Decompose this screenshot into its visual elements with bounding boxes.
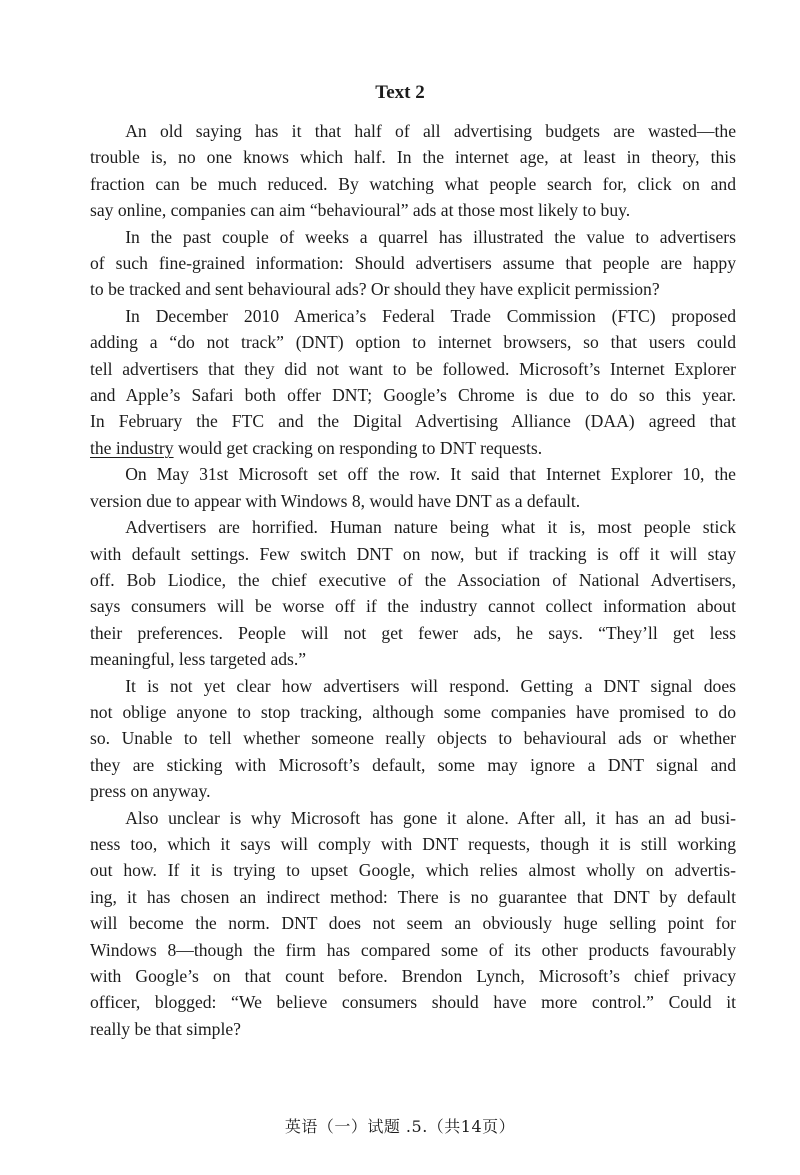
paragraph-line: not oblige anyone to stop tracking, although some companies have promised to do [90,701,736,722]
passage-body [90,118,736,1042]
paragraph-line: Windows 8—though the firm has compared some of its other products favourably [90,939,736,960]
paragraph-3 [90,303,736,461]
paragraph-line: will become the norm. DNT does not seem an obviously huge selling point for [90,913,736,934]
paragraph-line: their preferences. People will not get fewer ads, he says. “They’ll get less [90,622,736,643]
paragraph-line: off. Bob Liodice, the chief executive of the Association of National Advertisers, [90,569,736,590]
paragraph-line: say online, companies can aim “behavioural” ads at those most likely to buy. [90,200,631,221]
paragraph-line: trouble is, no one knows which half. In the internet age, at least in theory, this [90,147,736,168]
paragraph-line: with default settings. Few switch DNT on now, but if tracking is off it will stay [90,543,736,564]
paragraph-line: version due to appear with Windows 8, would have DNT as a default. [90,490,581,511]
paragraph-line: In December 2010 America’s Federal Trade Commission (FTC) proposed [125,305,736,326]
paragraph-line: In the past couple of weeks a quarrel has illustrated the value to advertisers [125,226,736,247]
page-footer: 英语（一）试题 .5.（共14页） [284,1117,516,1136]
paragraph-1 [90,118,736,224]
paragraph-line: of such fine-grained information: Should advertisers assume that people are happy [90,253,736,274]
paragraph-line: with Google’s on that count before. Brendon Lynch, Microsoft’s chief privacy [90,966,736,986]
paragraph-6 [90,673,736,805]
paragraph-line: Advertisers are horrified. Human nature being what it is, most people stick [125,517,736,538]
paragraph-line: they are sticking with Microsoft’s default, some may ignore a DNT signal and [90,754,736,775]
paragraph-line: officer, blogged: “We believe consumers should have more control.” Could it [90,992,736,1013]
paragraph-7 [90,805,736,1043]
paragraph-line: meaningful, less targeted ads.” [90,649,307,670]
paragraph-2 [90,224,736,303]
paragraph-line: Also unclear is why Microsoft has gone it alone. After all, it has an ad busi- [125,807,736,828]
paragraph-line: really be that simple? [90,1018,241,1039]
paragraph-line: out how. If it is trying to upset Google, which relies almost wholly on advertis- [90,860,736,881]
underlined-phrase: the industry [90,437,174,458]
paragraph-line: says consumers will be worse off if the industry cannot collect information about [90,596,736,617]
paragraph-line: An old saying has it that half of all advertising budgets are wasted—the [125,121,736,141]
paragraph-line: to be tracked and sent behavioural ads? Or should they have explicit permission? [90,279,660,300]
paragraph-5 [90,514,736,672]
paragraph-line: ness too, which it says will comply with DNT requests, though it is still working [90,833,736,854]
paragraph-line: the industry would get cracking on responding to DNT requests. [90,437,543,458]
paragraph-line: adding a “do not track” (DNT) option to internet browsers, so that users could [90,332,736,353]
text-title: Text 2 [375,82,425,103]
paragraph-line: tell advertisers that they did not want to be followed. Microsoft’s Internet Explorer [90,358,736,379]
paragraph-line: fraction can be much reduced. By watching what people search for, click on and [90,173,736,194]
paragraph-line: press on anyway. [90,781,211,802]
paragraph-line: In February the FTC and the Digital Advertising Alliance (DAA) agreed that [90,411,736,432]
paragraph-line: so. Unable to tell whether someone really objects to behavioural ads or whether [90,728,736,749]
paragraph-line: It is not yet clear how advertisers will respond. Getting a DNT signal does [125,675,736,696]
paragraph-4 [90,461,736,514]
paragraph-line: and Apple’s Safari both offer DNT; Google’s Chrome is due to do so this year. [90,385,736,406]
paragraph-line: On May 31st Microsoft set off the row. It said that Internet Explorer 10, the [125,464,736,485]
paragraph-line: ing, it has chosen an indirect method: There is no guarantee that DNT by default [90,886,736,907]
